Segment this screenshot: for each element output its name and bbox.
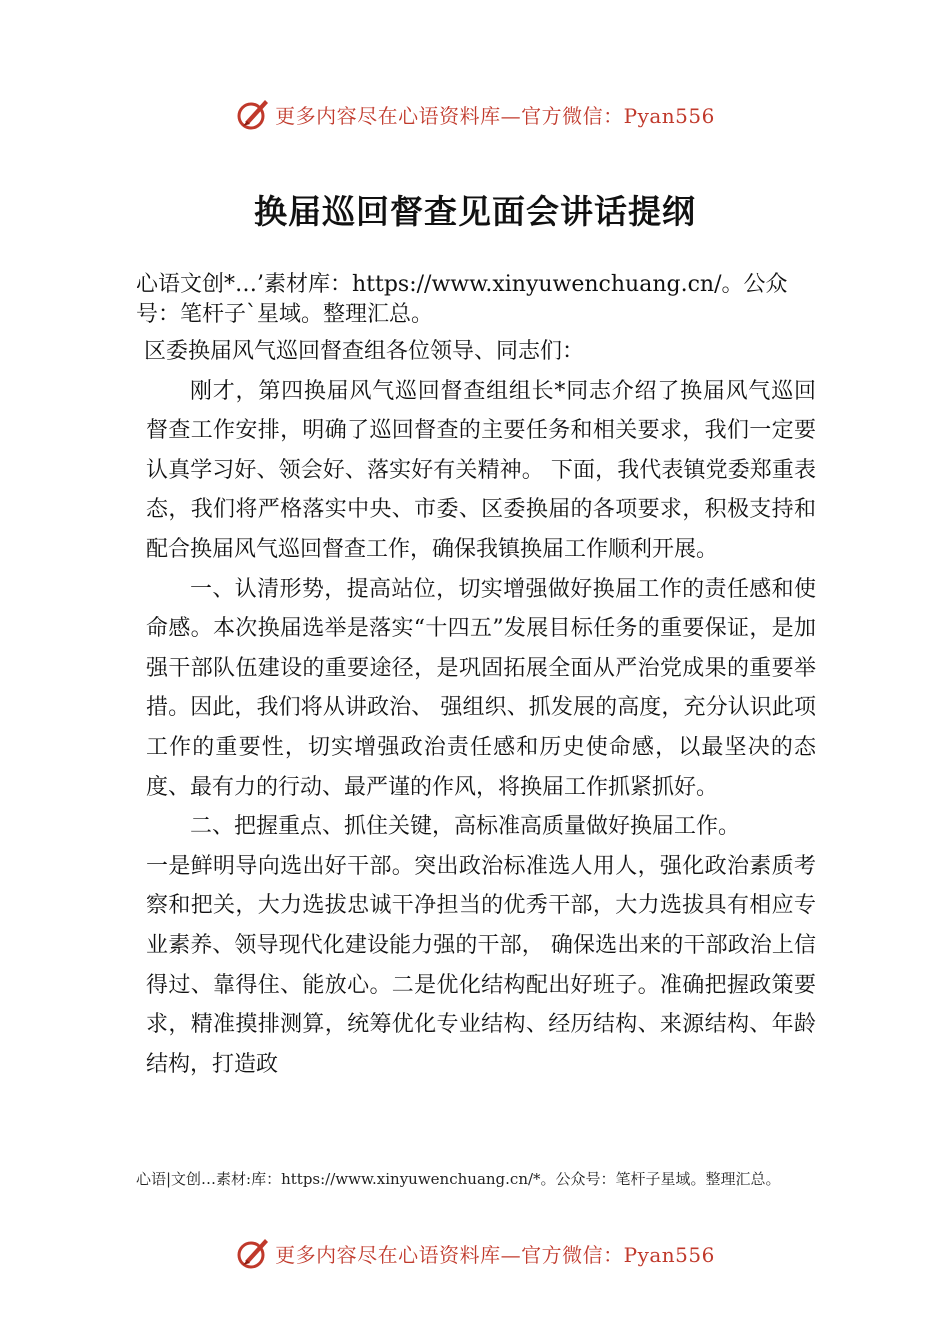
quill-logo-icon	[235, 96, 271, 132]
paragraph-1: 刚才，第四换届风气巡回督查组组长*同志介绍了换届风气巡回督查工作安排，明确了巡回督查的主要任务和相关要求，我们一定要认真学习好、领会好、落实好有关精神。 下面，我代表镇党委郑重表态，我们将严格落实中央、市委、区委换届的各项要求，积极支持和配合换届风气巡回督查工作，确保我镇换届工作顺利开展。	[146, 378, 816, 562]
footer-banner	[0, 1233, 950, 1273]
paragraph-4: 一是鲜明导向选出好干部。突出政治标准选人用人，强化政治素质考察和把关，大力选拔忠诚干净担当的优秀干部，大力选拔具有相应专业素养、领导现代化建设能力强的干部， 确保选出来的干部政治上信得过、靠得住、能放心。二是优化结构配出好班子。准确把握政策要求，精准摸排测算，统筹优化专业结构、经历结构、来源结构、年龄结构，打造政	[146, 853, 816, 1077]
header-banner	[0, 94, 950, 134]
banner-text: 更多内容尽在心语资料库—官方微信：Pyan556	[275, 1242, 715, 1267]
paragraph-3: 二、把握重点、抓住关键，高标准高质量做好换届工作。	[190, 814, 741, 840]
document-title: 换届巡回督查见面会讲话提纲	[254, 192, 696, 231]
quill-logo-icon	[235, 1235, 271, 1271]
banner-text: 更多内容尽在心语资料库—官方微信：Pyan556	[275, 103, 715, 128]
footer-note: 心语|文创…素材:库：https://www.xinyuwenchuang.cn/*。公众号：笔杆子星域。整理汇总。	[136, 1170, 781, 1188]
source-line: 心语文创*…’素材库：https://www.xinyuwenchuang.cn/。公众号：笔杆子`星域。整理汇总。	[136, 272, 788, 327]
greeting: 区委换届风气巡回督查组各位领导、同志们：	[144, 339, 585, 364]
paragraph-2: 一、认清形势，提高站位，切实增强做好换届工作的责任感和使命感。本次换届选举是落实“十四五”发展目标任务的重要保证，是加强干部队伍建设的重要途径，是巩固拓展全面从严治党成果的重要举措。因此，我们将从讲政治、 强组织、抓发展的高度，充分认识此项工作的重要性，切实增强政治责任感和历史使命感，以最坚决的态度、最有力的行动、最严谨的作风，将换届工作抓紧抓好。	[146, 576, 816, 800]
document-body	[146, 332, 816, 1084]
